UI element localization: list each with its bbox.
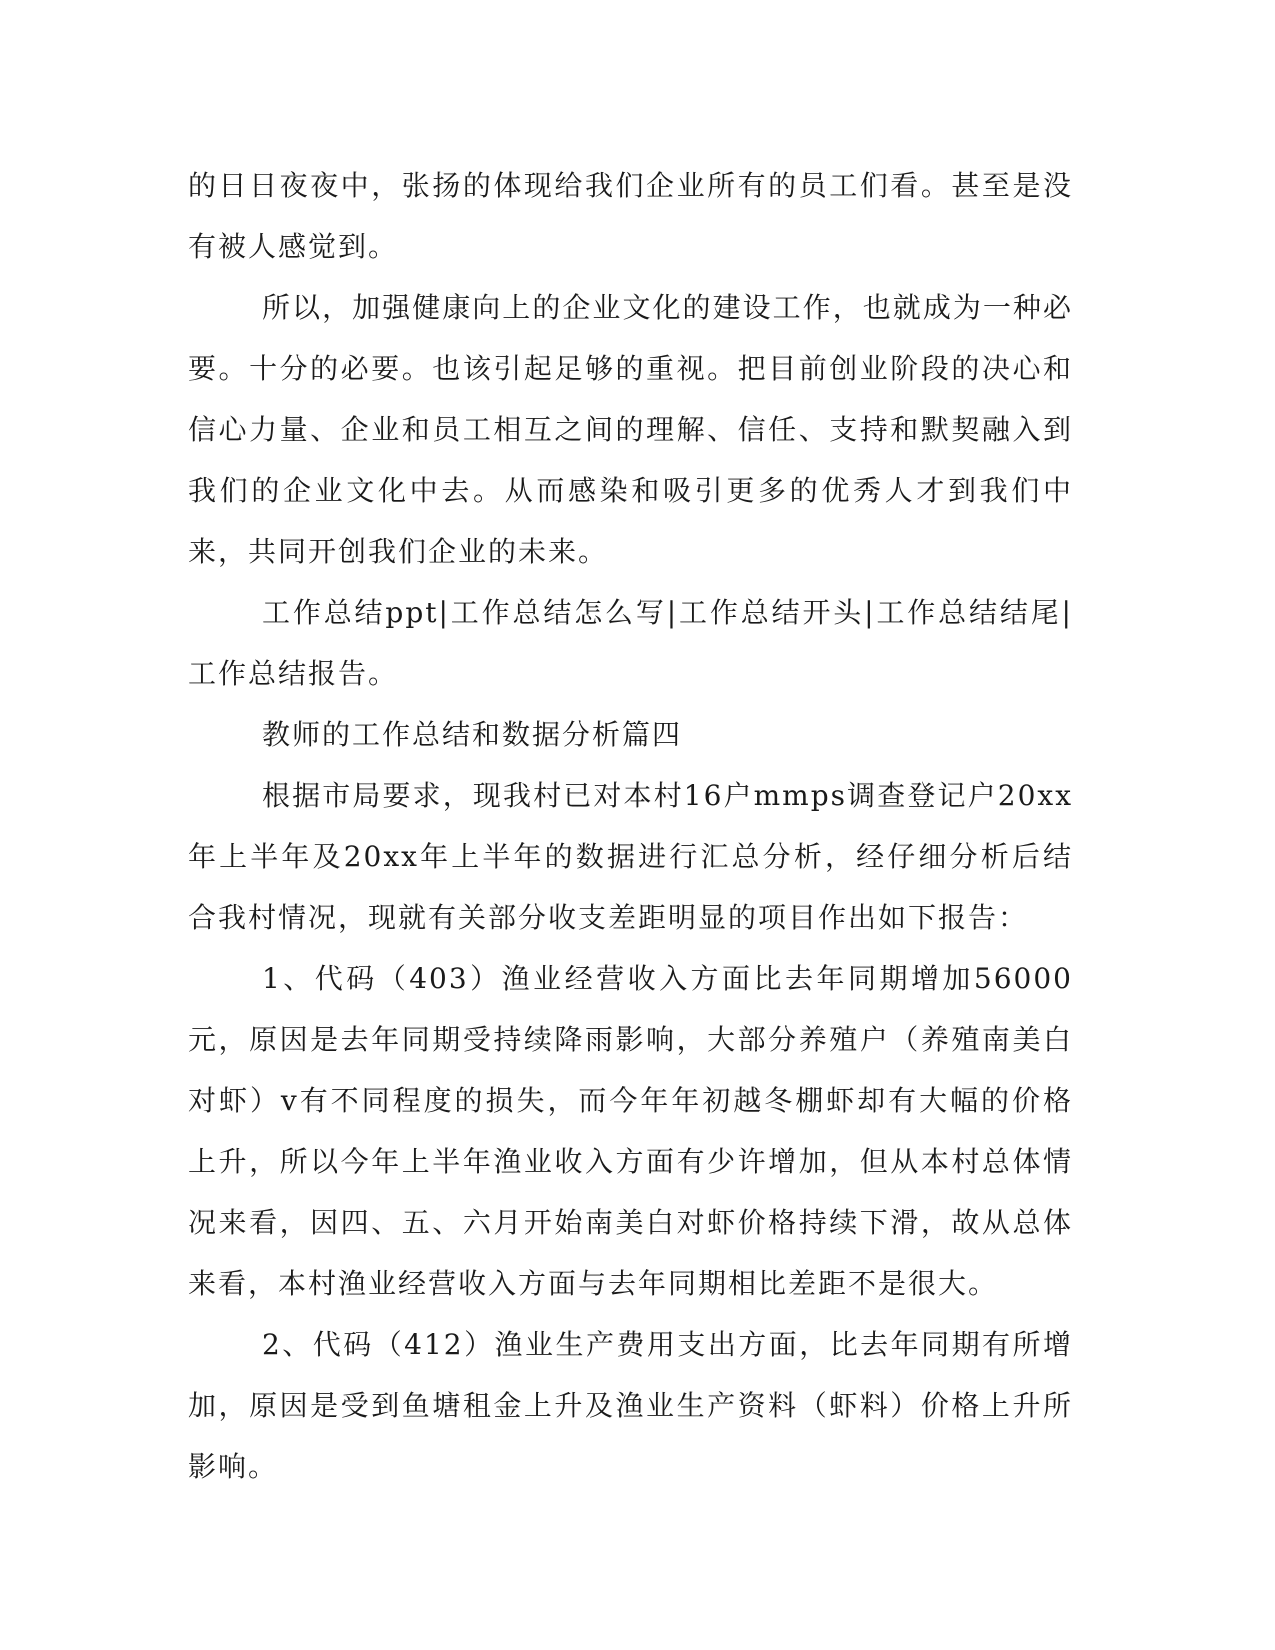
section-heading: 教师的工作总结和数据分析篇四 [262,718,683,751]
paragraph-item-1: 1、代码（403）渔业经营收入方面比去年同期增加56000元，原因是去年同期受持续降雨影响，大部分养殖户（养殖南美白对虾）v有不同程度的损失，而今年年初越冬棚虾却有大幅的价格上升，所以今年上半年渔业收入方面有少许增加，但从本村总体情况来看，因四、五、六月开始南美白对虾价格持续下滑，故从总体来看，本村渔业经营收入方面与去年同期相比差距不是很大。 [188,962,1073,1300]
paragraph-corporate-culture: 所以，加强健康向上的企业文化的建设工作，也就成为一种必要。十分的必要。也该引起足够的重视。把目前创业阶段的决心和信心力量、企业和员工相互之间的理解、信任、支持和默契融入到我们的企业文化中去。从而感染和吸引更多的优秀人才到我们中来，共同开创我们企业的未来。 [188,291,1073,568]
paragraph-item-2: 2、代码（412）渔业生产费用支出方面，比去年同期有所增加，原因是受到鱼塘租金上升及渔业生产资料（虾料）价格上升所影响。 [188,1328,1073,1483]
paragraph-related-links: 工作总结ppt|工作总结怎么写|工作总结开头|工作总结结尾|工作总结报告。 [188,596,1073,690]
paragraph-continuation: 的日日夜夜中，张扬的体现给我们企业所有的员工们看。甚至是没有被人感觉到。 [188,169,1073,263]
document-body [188,155,1073,1497]
paragraph-intro: 根据市局要求，现我村已对本村16户mmps调查登记户20xx年上半年及20xx年上半年的数据进行汇总分析，经仔细分析后结合我村情况，现就有关部分收支差距明显的项目作出如下报告： [188,779,1073,934]
